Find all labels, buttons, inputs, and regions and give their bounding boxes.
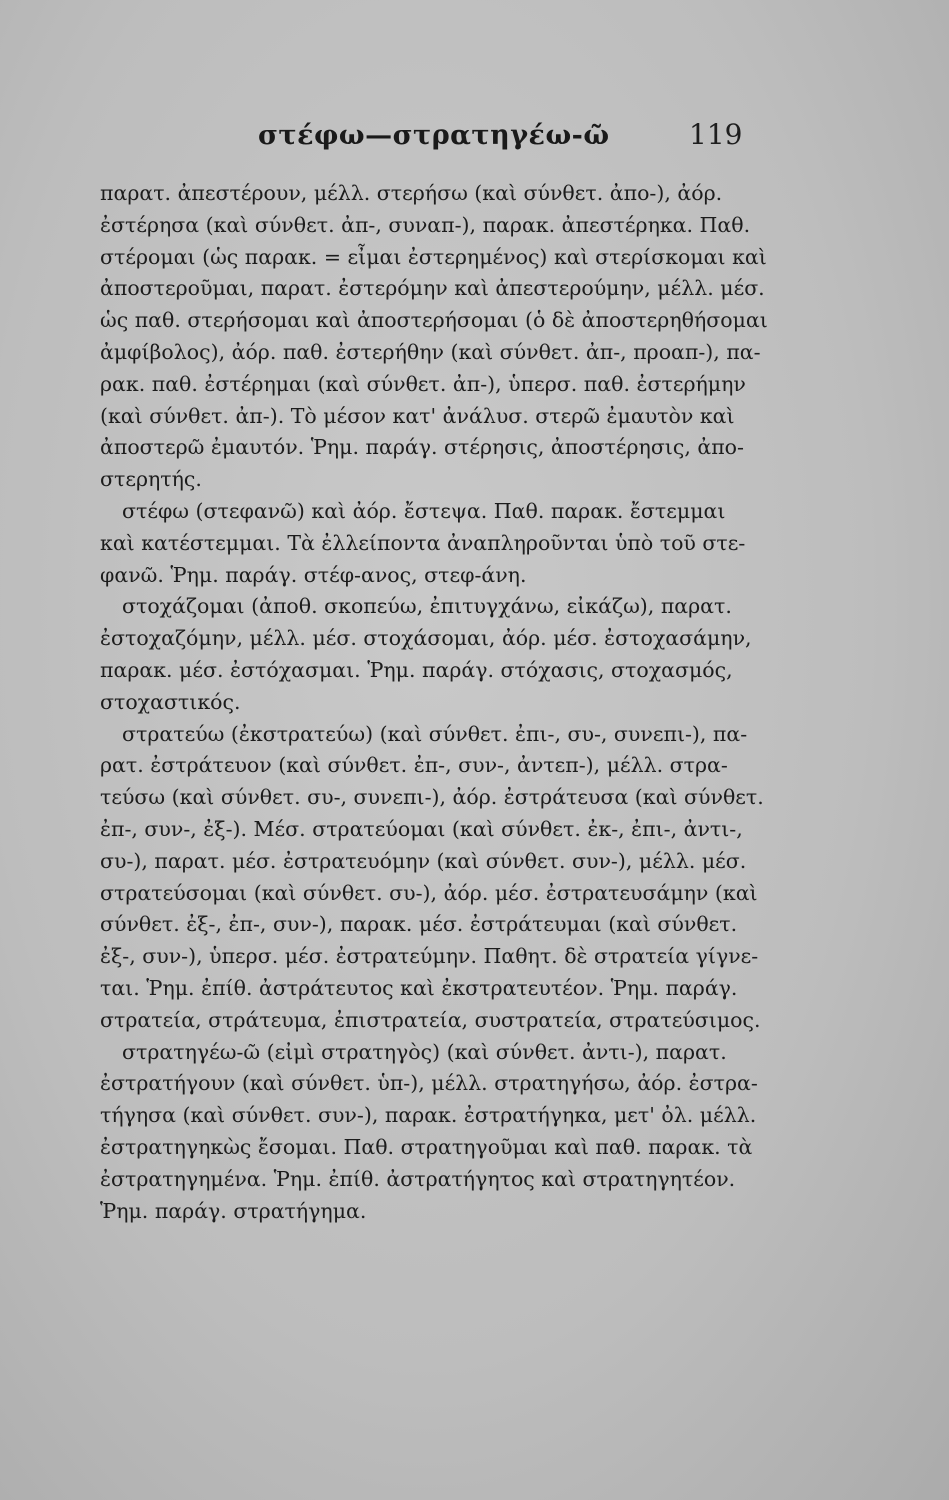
text-line: ται. Ῥημ. ἐπίθ. ἀστράτευτος καὶ ἐκστρατευτέον. Ῥημ. παράγ. — [100, 975, 738, 1000]
text-line: ρακ. παθ. ἐστέρημαι (καὶ σύνθετ. ἀπ-), ὑπερσ. παθ. ἐστερήμην — [100, 371, 746, 396]
text-line: σύνθετ. ἐξ-, ἐπ-, συν-), παρακ. μέσ. ἐστράτευμαι (καὶ σύνθετ. — [100, 912, 738, 937]
text-line: ἀποστερῶ ἐμαυτόν. Ῥημ. παράγ. στέρησις, ἀποστέρησις, ἀπο- — [100, 435, 744, 460]
text-line: ἀμφίβολος), ἀόρ. παθ. ἐστερήθην (καὶ σύνθετ. ἀπ-, προαπ-), πα- — [100, 339, 761, 364]
text-line: ἐστρατηγηκὼς ἔσομαι. Παθ. στρατηγοῦμαι καὶ παθ. παρακ. τὰ — [100, 1134, 753, 1159]
text-line: στοχαστικός. — [100, 689, 241, 714]
text-line: στέρομαι (ὡς παρακ. = εἶμαι ἐστερημένος) καὶ στερίσκομαι καὶ — [100, 244, 767, 269]
text-line: ἐστρατηγημένα. Ῥημ. ἐπίθ. ἀστρατήγητος καὶ στρατηγητέον. — [100, 1166, 736, 1191]
entry-line-strateuo: στρατεύω (ἐκστρατεύω) (καὶ σύνθετ. ἐπι-, συ-, συνεπι-), πα- — [122, 721, 748, 746]
text-line: στρατεία, στράτευμα, ἐπιστρατεία, συστρατεία, στρατεύσιμος. — [100, 1007, 761, 1032]
text-line: στερητής. — [100, 467, 202, 492]
text-line: ἐστοχαζόμην, μέλλ. μέσ. στοχάσομαι, ἀόρ. μέσ. ἐστοχασάμην, — [100, 626, 752, 651]
text-line: ἐστέρησα (καὶ σύνθετ. ἀπ-, συναπ-), παρακ. ἀπεστέρηκα. Παθ. — [100, 212, 751, 237]
text-line: τήγησα (καὶ σύνθετ. συν-), παρακ. ἐστρατήγηκα, μετ' ὀλ. μέλλ. — [100, 1103, 757, 1128]
text-line: ἀποστεροῦμαι, παρατ. ἐστερόμην καὶ ἀπεστερούμην, μέλλ. μέσ. — [100, 276, 765, 301]
text-line: ἐπ-, συν-, ἐξ-). Μέσ. στρατεύομαι (καὶ σύνθετ. ἐκ-, ἐπι-, ἀντι-, — [100, 816, 743, 841]
text-line: καὶ κατέστεμμαι. Τὰ ἐλλείποντα ἀναπληροῦνται ὑπὸ τοῦ στε- — [100, 530, 746, 555]
text-line: τεύσω (καὶ σύνθετ. συ-, συνεπι-), ἀόρ. ἐστράτευσα (καὶ σύνθετ. — [100, 785, 764, 810]
entry-line-stochazomai: στοχάζομαι (ἀποθ. σκοπεύω, ἐπιτυγχάνω, εἰκάζω), παρατ. — [122, 594, 732, 619]
running-head: στέφω—στρατηγέω-ῶ — [258, 120, 610, 151]
page-number: 119 — [689, 118, 743, 151]
text-line: ὡς παθ. στερήσομαι καὶ ἀποστερήσομαι (ὁ δὲ ἀποστερηθήσομαι — [100, 308, 768, 333]
text-line: ἐστρατήγουν (καὶ σύνθετ. ὑπ-), μέλλ. στρατηγήσω, ἀόρ. ἐστρα- — [100, 1071, 758, 1096]
entry-line-stepho: στέφω (στεφανῶ) καὶ ἀόρ. ἔστεψα. Παθ. παρακ. ἔστεμμαι — [122, 498, 726, 523]
text-line: ἐξ-, συν-), ὑπερσ. μέσ. ἐστρατεύμην. Παθητ. δὲ στρατεία γίγνε- — [100, 944, 759, 969]
text-line: ρατ. ἐστράτευον (καὶ σύνθετ. ἐπ-, συν-, ἀντεπ-), μέλλ. στρα- — [100, 753, 728, 778]
text-line: παρατ. ἀπεστέρουν, μέλλ. στερήσω (καὶ σύνθετ. ἀπο-), ἀόρ. — [100, 181, 723, 205]
dictionary-text — [100, 178, 780, 1227]
text-line: (καὶ σύνθετ. ἀπ-). Τὸ μέσον κατ' ἀνάλυσ. στερῶ ἐμαυτὸν καὶ — [100, 403, 735, 428]
text-line: συ-), παρατ. μέσ. ἐστρατευόμην (καὶ σύνθετ. συν-), μέλλ. μέσ. — [100, 848, 747, 873]
text-line: φανῶ. Ῥημ. παράγ. στέφ-ανος, στεφ-άνη. — [100, 562, 527, 587]
text-line: Ῥημ. παράγ. στρατήγημα. — [100, 1198, 367, 1223]
text-line: στρατεύσομαι (καὶ σύνθετ. συ-), ἀόρ. μέσ. ἐστρατευσάμην (καὶ — [100, 880, 758, 905]
page-header — [0, 120, 949, 160]
text-line: παρακ. μέσ. ἐστόχασμαι. Ῥημ. παράγ. στόχασις, στοχασμός, — [100, 657, 733, 682]
entry-line-strategeo: στρατηγέω-ῶ (εἰμὶ στρατηγὸς) (καὶ σύνθετ. ἀντι-), παρατ. — [122, 1039, 727, 1064]
